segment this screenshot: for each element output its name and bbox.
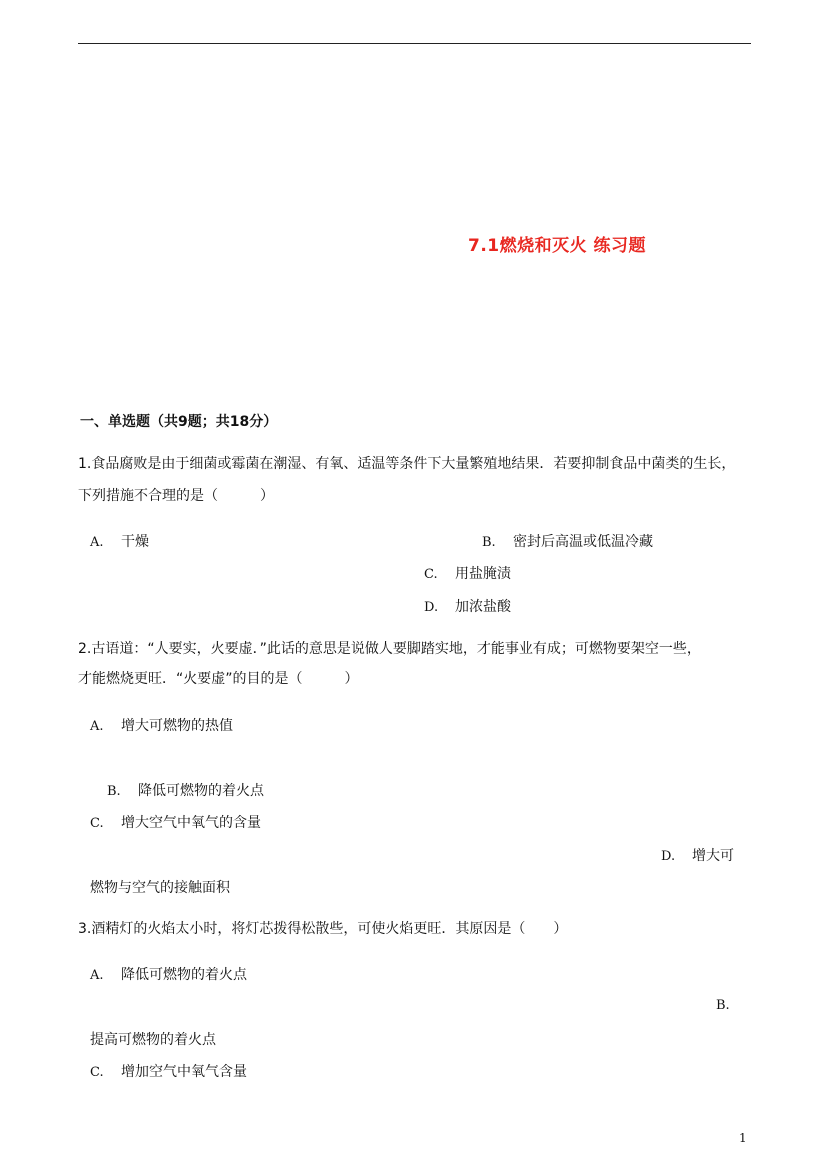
- option-letter: B.: [107, 784, 121, 799]
- option-letter: B.: [716, 998, 730, 1013]
- option-text: 降低可燃物的着火点: [121, 967, 247, 983]
- option-3b: [716, 997, 747, 1013]
- option-letter: A.: [90, 719, 104, 734]
- option-text: 干燥: [121, 534, 149, 550]
- option-letter: A.: [90, 968, 104, 983]
- document-title: 7.1燃烧和灭火 练习题: [468, 236, 647, 256]
- option-text: 增大可: [692, 848, 734, 864]
- option-2d: [661, 845, 734, 865]
- option-letter: A.: [90, 535, 104, 550]
- option-2a: [90, 715, 233, 735]
- option-2c: [90, 812, 261, 832]
- option-2d-wrap: 燃物与空气的接触面积: [90, 880, 230, 896]
- option-1d: [424, 596, 511, 616]
- option-text: 降低可燃物的着火点: [138, 783, 264, 799]
- option-text: 增加空气中氧气含量: [121, 1064, 247, 1080]
- option-letter: D.: [424, 600, 439, 615]
- header-rule: [78, 43, 751, 44]
- option-letter: C.: [90, 816, 104, 831]
- option-letter: C.: [424, 567, 438, 582]
- section-heading: 一、单选题（共9题；共18分）: [80, 414, 278, 430]
- option-letter: B.: [482, 535, 496, 550]
- option-1b: [482, 531, 653, 551]
- option-text: 加浓盐酸: [455, 599, 511, 615]
- page-number: 1: [739, 1131, 747, 1145]
- question-1-line-2: 下列措施不合理的是（ ）: [78, 488, 274, 504]
- option-3b-wrap: 提高可燃物的着火点: [90, 1032, 216, 1048]
- option-text: 密封后高温或低温冷藏: [513, 534, 653, 550]
- option-letter: C.: [90, 1065, 104, 1080]
- question-2-line-2: 才能燃烧更旺．“火要虚”的目的是（ ）: [78, 671, 359, 687]
- option-1a: [90, 531, 149, 551]
- option-2b: [107, 780, 264, 800]
- question-2-line-1: 2.古语道：“人要实，火要虚．”此话的意思是说做人要脚踏实地，才能事业有成；可燃物要架空一些，: [78, 641, 701, 657]
- question-1-line-1: 1.食品腐败是由于细菌或霉菌在潮湿、有氧、适温等条件下大量繁殖地结果．若要抑制食品中菌类的生长，: [78, 456, 736, 472]
- question-3-line-1: 3.酒精灯的火焰太小时，将灯芯拨得松散些，可使火焰更旺．其原因是（ ）: [78, 921, 568, 937]
- option-3c: [90, 1061, 247, 1081]
- option-text: 增大空气中氧气的含量: [121, 815, 261, 831]
- option-3a: [90, 964, 247, 984]
- option-text: 增大可燃物的热值: [121, 718, 233, 734]
- option-1c: [424, 563, 511, 583]
- option-letter: D.: [661, 849, 676, 864]
- option-text: 用盐腌渍: [455, 566, 511, 582]
